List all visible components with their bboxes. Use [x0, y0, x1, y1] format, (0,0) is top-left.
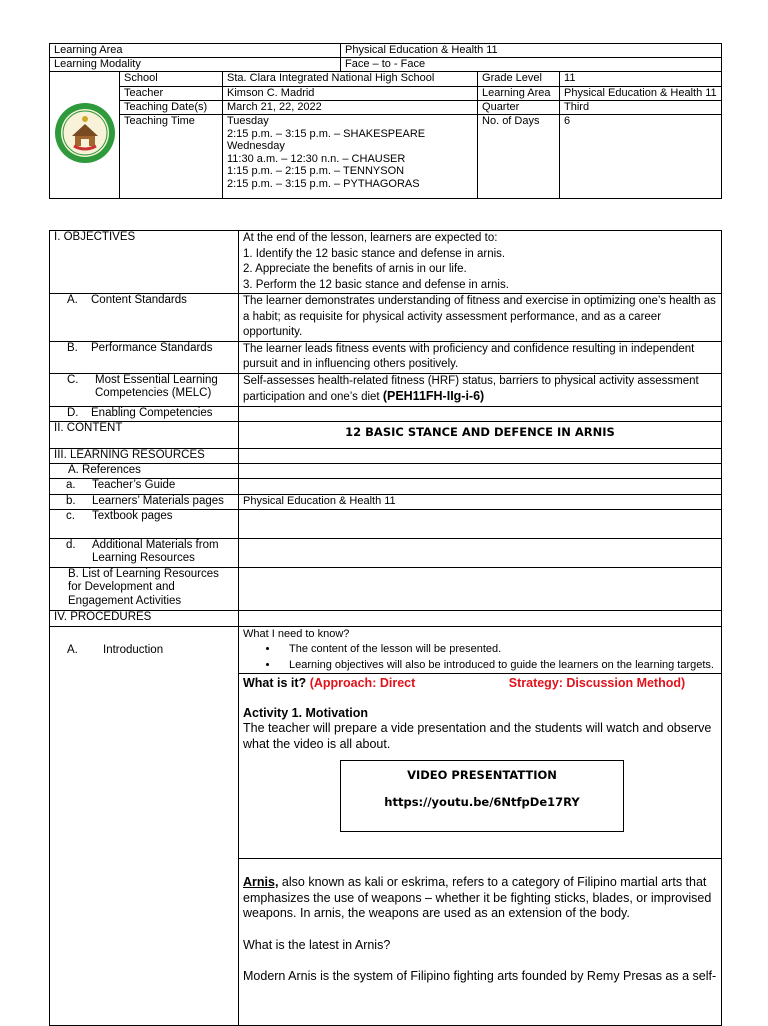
approach-label: (Approach: Direct [309, 676, 416, 690]
teacher-value: Kimson C. Madrid [223, 87, 478, 101]
references-value [239, 463, 722, 478]
teachers-guide-value [239, 478, 722, 494]
video-presentation-box [340, 760, 624, 832]
arnis-text: also known as kali or eskrima, refers to a category of Filipino martial arts that emphasizes the use of weapons – whether it be fighting sticks, blades, or improvised weapons. In arnis, the weapons are used as an extension of the body. [243, 875, 712, 920]
learners-materials-row-label [50, 494, 239, 509]
schedule-line: 11:30 a.m. – 12:30 n.n. – CHAUSER [227, 152, 406, 165]
learners-materials-label: Learners’ Materials pages [92, 494, 224, 507]
resources-list-value [239, 567, 722, 610]
activity-title: Activity 1. Motivation [243, 705, 369, 720]
melc-code: (PEH11FH-IIg-i-6) [382, 389, 485, 403]
teacher-label: Teacher [120, 87, 223, 101]
learning-area2-value: Physical Education & Health 11 [560, 87, 722, 101]
schedule-line: 2:15 p.m. – 3:15 p.m. – PYTHAGORAS [227, 177, 420, 190]
introduction-letter: A. [67, 643, 78, 656]
resources-list-label: B. List of Learning Resources for Development and Engagement Activities [50, 567, 239, 610]
objectives-intro: At the end of the lesson, learners are expected to: [243, 232, 498, 244]
objective-item: 3. Perform the 12 basic stance and defense in arnis. [243, 278, 509, 291]
schedule-line: Tuesday [227, 115, 269, 127]
learning-area-label: Learning Area [50, 44, 341, 58]
learning-modality-label: Learning Modality [50, 58, 341, 72]
enabling-letter: D. [67, 406, 79, 419]
section-divider [239, 858, 721, 859]
objective-item: 2. Appreciate the benefits of arnis in our life. [243, 263, 467, 275]
performance-standards-letter: B. [67, 341, 78, 354]
latest-question: What is the latest in Arnis? [243, 937, 391, 952]
what-is-it-heading: What is it? [243, 676, 307, 690]
quarter-value: Third [560, 101, 722, 115]
textbook-row-label [50, 509, 239, 538]
performance-standards-text: The learner leads fitness events with proficiency and confidence resulting in independent pursuit and in influencing others positively. [239, 341, 722, 373]
grade-level-value: 11 [560, 72, 722, 87]
textbook-label: Textbook pages [92, 509, 173, 522]
enabling-label: Enabling Competencies [91, 406, 213, 419]
what-is-it-line [243, 674, 717, 692]
schedule-line: Wednesday [227, 140, 285, 152]
arnis-term: Arnis, [243, 875, 279, 889]
introduction-cell [239, 626, 722, 1025]
schedule-line: 2:15 p.m. – 3:15 p.m. – SHAKESPEARE [227, 127, 426, 140]
content-title: 12 BASIC STANCE AND DEFENCE IN ARNIS [239, 421, 722, 448]
learning-resources-label: III. LEARNING RESOURCES [50, 448, 239, 463]
references-label: A. References [50, 463, 239, 478]
bullet-item: • The content of the lesson will be presented. [279, 641, 717, 657]
additional-letter: d. [66, 538, 76, 551]
school-label: School [120, 72, 223, 87]
introduction-bullets [243, 641, 717, 673]
melc-letter: C. [67, 373, 79, 386]
learning-resources-value [239, 448, 722, 463]
introduction-row-label [50, 626, 239, 1025]
melc-row-label [50, 373, 239, 406]
teaching-dates-label: Teaching Date(s) [120, 101, 223, 115]
additional-label: Additional Materials from Learning Resources [92, 538, 219, 564]
teaching-time-label: Teaching Time [120, 115, 223, 199]
bullet-item: • Learning objectives will also be introduced to guide the learners on the learning targets. [279, 657, 717, 673]
performance-standards-row-label [50, 341, 239, 373]
additional-materials-value [239, 538, 722, 567]
teaching-dates-value: March 21, 22, 2022 [223, 101, 478, 115]
content-standards-row-label [50, 294, 239, 342]
schedule-line: 1:15 p.m. – 2:15 p.m. – TENNYSON [227, 165, 405, 177]
learners-materials-letter: b. [66, 494, 76, 507]
teachers-guide-row-label [50, 478, 239, 494]
learning-area-value: Physical Education & Health 11 [341, 44, 722, 58]
content-label: II. CONTENT [50, 421, 239, 448]
objectives-label: I. OBJECTIVES [50, 231, 239, 294]
lesson-plan-table [49, 230, 722, 1026]
need-to-know-heading: What I need to know? [243, 627, 350, 640]
melc-cell [239, 373, 722, 406]
additional-materials-row-label [50, 538, 239, 567]
content-standards-text: The learner demonstrates understanding of fitness and exercise in optimizing one’s health as a habit; as requisite for physical activity assessment performance, and as a career opportunity. [239, 294, 722, 342]
objective-item: 1. Identify the 12 basic stance and defense in arnis. [243, 247, 506, 260]
content-standards-label: Content Standards [91, 294, 187, 306]
grade-level-label: Grade Level [478, 72, 560, 87]
school-value: Sta. Clara Integrated National High School [223, 72, 478, 87]
modern-arnis-text: Modern Arnis is the system of Filipino fighting arts founded by Remy Presas as a self- [243, 969, 717, 983]
learning-modality-value: Face – to - Face [341, 58, 722, 72]
procedures-label: IV. PROCEDURES [50, 610, 239, 626]
teachers-guide-label: Teacher’s Guide [92, 478, 176, 491]
strategy-label: Strategy: Discussion Method) [508, 676, 686, 690]
performance-standards-label: Performance Standards [91, 341, 213, 354]
activity-text: The teacher will prepare a vide presentation and the students will watch and observe what the video is all about. [243, 721, 712, 751]
enabling-value [239, 406, 722, 421]
melc-text: Self-assesses health-related fitness (HRF) status, barriers to physical activity assessment participation and one’s diet [243, 374, 699, 403]
learners-materials-value: Physical Education & Health 11 [239, 494, 722, 509]
school-seal-logo [54, 102, 116, 164]
textbook-letter: c. [66, 509, 75, 522]
teaching-schedule [223, 115, 478, 199]
arnis-paragraph [243, 875, 717, 922]
objectives-cell [239, 231, 722, 294]
school-logo-cell [50, 72, 120, 199]
lesson-header-table [49, 43, 722, 199]
textbook-value [239, 509, 722, 538]
procedures-value [239, 610, 722, 626]
learning-area2-label: Learning Area [478, 87, 560, 101]
quarter-label: Quarter [478, 101, 560, 115]
enabling-row-label [50, 406, 239, 421]
melc-label: Most Essential Learning Competencies (MELC) [95, 373, 218, 399]
video-link[interactable]: https://youtu.be/6NtfpDe17RY [384, 794, 580, 809]
teachers-guide-letter: a. [66, 478, 76, 491]
introduction-label: Introduction [103, 643, 164, 656]
no-of-days-value: 6 [560, 115, 722, 199]
content-standards-letter: A. [67, 294, 78, 306]
no-of-days-label: No. of Days [478, 115, 560, 199]
video-title: VIDEO PRESENTATTION [407, 768, 557, 782]
